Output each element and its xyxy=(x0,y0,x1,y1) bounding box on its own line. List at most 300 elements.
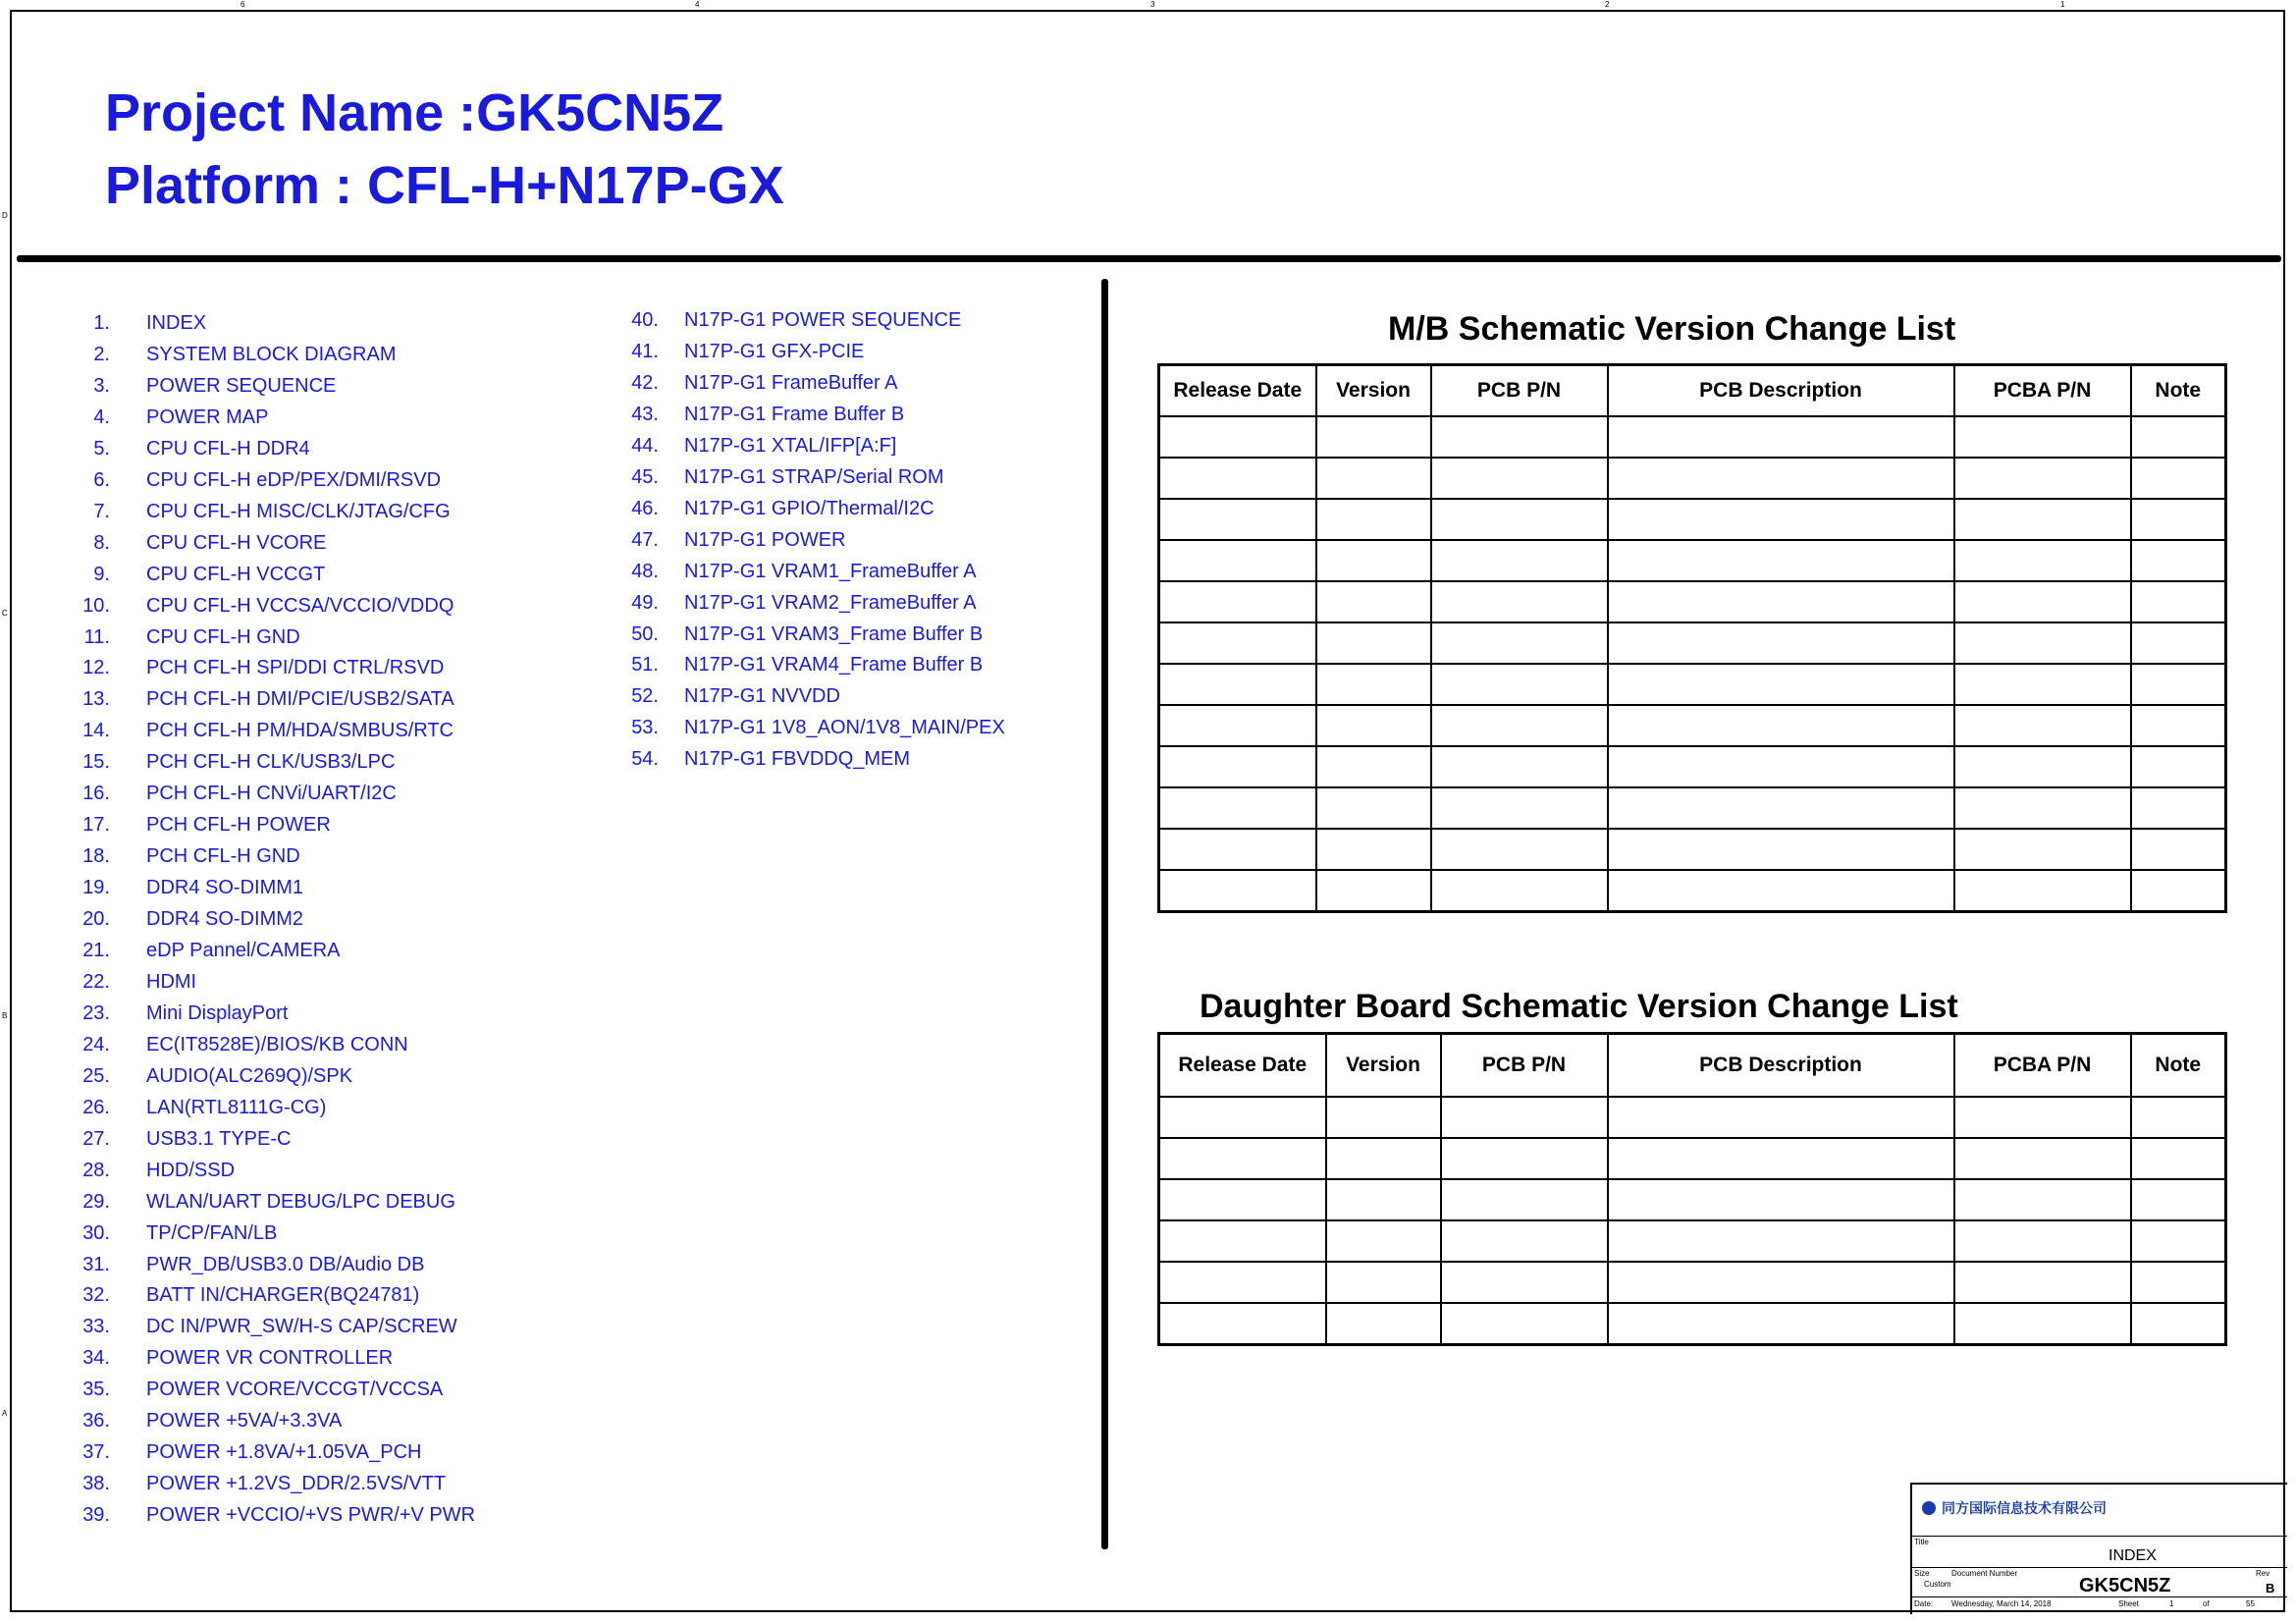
company-logo xyxy=(1922,1498,2107,1518)
index-entry-label: N17P-G1 FBVDDQ_MEM xyxy=(684,748,911,771)
index-entry-number: 24. xyxy=(82,1033,110,1055)
index-entry xyxy=(0,430,897,461)
table-cell xyxy=(1608,787,1954,829)
table-row xyxy=(1159,664,2226,705)
table-cell xyxy=(1431,540,1608,581)
size-value: Custom xyxy=(1924,1580,1951,1589)
table-cell xyxy=(1954,581,2131,622)
index-entry-number: 33. xyxy=(82,1316,110,1338)
table-cell xyxy=(2131,829,2226,870)
index-entry xyxy=(0,1060,687,1092)
index-entry xyxy=(0,778,687,809)
index-entry xyxy=(0,1499,687,1531)
index-entry-label: CPU CFL-H GND xyxy=(146,625,300,648)
table-cell xyxy=(1954,499,2131,540)
index-entry-number: 13. xyxy=(82,688,110,711)
table-cell xyxy=(1316,870,1431,912)
index-entry-number: 1. xyxy=(93,312,110,334)
index-entry-label: POWER VCORE/VCCGT/VCCSA xyxy=(146,1379,444,1401)
date-row xyxy=(1912,1596,2287,1597)
index-entry-number: 48. xyxy=(631,560,659,582)
table-cell xyxy=(1431,787,1608,829)
table-row xyxy=(1159,622,2226,664)
rev-value: B xyxy=(2266,1581,2275,1596)
table-cell xyxy=(1608,1303,1954,1345)
table-cell xyxy=(2131,787,2226,829)
table-cell xyxy=(1316,829,1431,870)
index-entry-number: 43. xyxy=(631,403,659,425)
table-cell xyxy=(1954,746,2131,787)
index-entry-label: N17P-G1 NVVDD xyxy=(684,685,840,708)
table-cell xyxy=(1954,705,2131,746)
table-cell xyxy=(2131,1179,2226,1220)
index-entry xyxy=(0,304,962,336)
table-cell xyxy=(1159,746,1316,787)
index-entry-label: N17P-G1 VRAM4_Frame Buffer B xyxy=(684,654,984,676)
mb-table-title: M/B Schematic Version Change List xyxy=(1388,310,1956,348)
index-entry-label: HDMI xyxy=(146,970,197,993)
title-row xyxy=(1912,1536,2287,1537)
index-entry-number: 44. xyxy=(631,434,659,457)
index-entry-number: 52. xyxy=(631,685,659,708)
table-cell xyxy=(1159,705,1316,746)
table-header-row xyxy=(1159,1034,2226,1098)
index-entry-label: PCH CFL-H GND xyxy=(146,845,300,868)
table-row xyxy=(1159,746,2226,787)
index-entry-label: PCH CFL-H CLK/USB3/LPC xyxy=(146,751,396,774)
index-entry-number: 3. xyxy=(93,374,110,397)
index-entry-number: 49. xyxy=(631,591,659,614)
table-cell xyxy=(1608,499,1954,540)
index-entry-label: CPU CFL-H VCORE xyxy=(146,531,327,554)
border-zone-label: B xyxy=(2,1011,8,1020)
table-cell xyxy=(1316,458,1431,499)
index-entry-label: SYSTEM BLOCK DIAGRAM xyxy=(146,343,397,365)
table-row xyxy=(1159,1262,2226,1303)
header-divider xyxy=(17,255,2281,262)
column-header: Version xyxy=(1316,365,1431,417)
index-entry-label: PCH CFL-H PM/HDA/SMBUS/RTC xyxy=(146,720,454,742)
index-entry-label: BATT IN/CHARGER(BQ24781) xyxy=(146,1284,420,1307)
index-entry-number: 51. xyxy=(631,654,659,676)
table-cell xyxy=(1316,581,1431,622)
table-cell xyxy=(1608,1220,1954,1262)
border-zone-label: D xyxy=(2,211,8,220)
index-entry xyxy=(0,556,977,587)
index-entry xyxy=(0,524,846,556)
column-header: PCBA P/N xyxy=(1954,1034,2131,1098)
table-cell xyxy=(1608,705,1954,746)
title-label: Title xyxy=(1914,1538,1929,1546)
index-entry-label: INDEX xyxy=(146,312,207,334)
index-entry xyxy=(0,809,687,840)
table-cell xyxy=(2131,1303,2226,1345)
mb-version-table xyxy=(1157,363,2227,913)
table-cell xyxy=(1954,1097,2131,1138)
index-entry-label: CPU CFL-H DDR4 xyxy=(146,437,310,460)
index-entry-label: PCH CFL-H DMI/PCIE/USB2/SATA xyxy=(146,688,454,711)
docnum-label: Document Number xyxy=(1951,1569,2018,1578)
index-entry-number: 25. xyxy=(82,1064,110,1087)
border-zone-label: 6 xyxy=(240,0,245,9)
table-row xyxy=(1159,458,2226,499)
table-cell xyxy=(1159,1262,1326,1303)
table-cell xyxy=(1954,870,2131,912)
index-entry-number: 53. xyxy=(631,717,659,739)
index-entry-label: DC IN/PWR_SW/H-S CAP/SCREW xyxy=(146,1316,457,1338)
column-header: PCB Description xyxy=(1608,365,1954,417)
column-header: Version xyxy=(1326,1034,1441,1098)
index-entry-number: 9. xyxy=(93,563,110,585)
table-cell xyxy=(1326,1097,1441,1138)
index-entry-number: 42. xyxy=(631,371,659,394)
index-entry xyxy=(0,743,911,775)
border-zone-label: 2 xyxy=(1605,0,1610,9)
border-zone-label: C xyxy=(2,609,8,618)
border-zone-label: 4 xyxy=(695,0,700,9)
index-entry-number: 36. xyxy=(82,1410,110,1433)
table-cell xyxy=(1441,1303,1608,1345)
db-table-title: Daughter Board Schematic Version Change List xyxy=(1200,988,1958,1025)
index-entry-number: 10. xyxy=(82,594,110,617)
index-entry xyxy=(0,840,687,872)
index-entry xyxy=(0,935,687,966)
index-entry-label: POWER +VCCIO/+VS PWR/+V PWR xyxy=(146,1504,476,1527)
index-entry xyxy=(0,649,984,680)
index-entry xyxy=(0,1436,687,1468)
table-cell xyxy=(1441,1097,1608,1138)
index-entry-label: N17P-G1 FrameBuffer A xyxy=(684,371,898,394)
column-header: Note xyxy=(2131,365,2226,417)
sheet-value: 1 xyxy=(2169,1599,2174,1608)
table-cell xyxy=(1954,622,2131,664)
index-entry-number: 19. xyxy=(82,877,110,899)
index-entry xyxy=(0,493,934,524)
table-cell xyxy=(1326,1262,1441,1303)
index-entry xyxy=(0,1092,687,1123)
column-header: Release Date xyxy=(1159,365,1316,417)
index-entry-label: CPU CFL-H VCCSA/VCCIO/VDDQ xyxy=(146,594,454,617)
table-cell xyxy=(2131,870,2226,912)
docnum-row xyxy=(1912,1567,2287,1568)
table-cell xyxy=(1608,416,1954,458)
table-cell xyxy=(1316,746,1431,787)
table-row xyxy=(1159,1303,2226,1345)
table-cell xyxy=(1159,1138,1326,1179)
table-row xyxy=(1159,705,2226,746)
table-cell xyxy=(1608,1262,1954,1303)
index-entry xyxy=(0,461,944,493)
index-entry xyxy=(0,1374,687,1405)
index-entry-label: AUDIO(ALC269Q)/SPK xyxy=(146,1064,353,1087)
index-entry-number: 38. xyxy=(82,1473,110,1495)
table-cell xyxy=(1608,1097,1954,1138)
table-row xyxy=(1159,1220,2226,1262)
table-cell xyxy=(2131,746,2226,787)
index-entry-label: CPU CFL-H VCCGT xyxy=(146,563,326,585)
index-entry-number: 16. xyxy=(82,783,110,805)
index-entry xyxy=(0,1249,687,1280)
column-header: PCB P/N xyxy=(1431,365,1608,417)
table-cell xyxy=(1954,787,2131,829)
index-entry-label: CPU CFL-H MISC/CLK/JTAG/CFG xyxy=(146,500,451,522)
document-number: GK5CN5Z xyxy=(2079,1575,2171,1596)
index-entry-number: 26. xyxy=(82,1096,110,1118)
table-row xyxy=(1159,787,2226,829)
table-cell xyxy=(1431,499,1608,540)
table-row xyxy=(1159,1179,2226,1220)
index-entry xyxy=(0,903,687,935)
table-row xyxy=(1159,829,2226,870)
index-entry-number: 18. xyxy=(82,845,110,868)
index-entry-label: DDR4 SO-DIMM2 xyxy=(146,908,304,931)
table-cell xyxy=(1441,1138,1608,1179)
index-entry-number: 8. xyxy=(93,531,110,554)
index-entry xyxy=(0,712,1005,743)
index-entry xyxy=(0,367,898,399)
index-entry-label: N17P-G1 POWER xyxy=(684,528,846,551)
index-entry-label: POWER +1.2VS_DDR/2.5VS/VTT xyxy=(146,1473,447,1495)
index-entry xyxy=(0,1468,687,1499)
sheet-label: Sheet xyxy=(2118,1599,2139,1608)
table-cell xyxy=(2131,416,2226,458)
table-cell xyxy=(1954,1262,2131,1303)
title-block xyxy=(1910,1483,2287,1614)
border-zone-label: A xyxy=(2,1409,8,1418)
index-entry-number: 2. xyxy=(93,343,110,365)
index-entry-label: EC(IT8528E)/BIOS/KB CONN xyxy=(146,1033,408,1055)
index-entry-label: PCH CFL-H CNVi/UART/I2C xyxy=(146,783,397,805)
of-value: 55 xyxy=(2246,1599,2255,1608)
index-entry-number: 40. xyxy=(631,309,659,331)
index-entry-label: PCH CFL-H POWER xyxy=(146,814,331,837)
table-cell xyxy=(1954,1220,2131,1262)
of-label: of xyxy=(2203,1599,2210,1608)
table-cell xyxy=(1326,1303,1441,1345)
index-entry xyxy=(0,1155,687,1186)
index-entry xyxy=(0,680,840,712)
index-entry-label: POWER VR CONTROLLER xyxy=(146,1347,394,1370)
index-entry xyxy=(0,1186,687,1217)
size-label: Size xyxy=(1914,1569,1930,1578)
table-cell xyxy=(1159,581,1316,622)
table-cell xyxy=(1159,499,1316,540)
index-entry xyxy=(0,336,865,367)
index-entry-label: N17P-G1 VRAM3_Frame Buffer B xyxy=(684,622,984,645)
table-cell xyxy=(1608,458,1954,499)
column-header: Note xyxy=(2131,1034,2226,1098)
table-row xyxy=(1159,540,2226,581)
company-name: 同方国际信息技术有限公司 xyxy=(1942,1500,2107,1516)
table-cell xyxy=(1159,1220,1326,1262)
index-entry-number: 45. xyxy=(631,465,659,488)
table-cell xyxy=(1159,1179,1326,1220)
table-row xyxy=(1159,870,2226,912)
column-header: Release Date xyxy=(1159,1034,1326,1098)
table-cell xyxy=(1431,622,1608,664)
column-divider xyxy=(1101,279,1108,1549)
table-cell xyxy=(1954,416,2131,458)
table-cell xyxy=(2131,705,2226,746)
index-entry-label: PCH CFL-H SPI/DDI CTRL/RSVD xyxy=(146,657,445,679)
index-entry-label: N17P-G1 POWER SEQUENCE xyxy=(684,309,962,331)
table-cell xyxy=(1954,1138,2131,1179)
index-entry-number: 17. xyxy=(82,814,110,837)
table-cell xyxy=(1954,1179,2131,1220)
index-entry-label: N17P-G1 XTAL/IFP[A:F] xyxy=(684,434,897,457)
table-cell xyxy=(1608,581,1954,622)
table-cell xyxy=(2131,1138,2226,1179)
project-name-title: Project Name :GK5CN5Z xyxy=(105,83,724,142)
index-entry-number: 21. xyxy=(82,940,110,961)
table-cell xyxy=(1316,540,1431,581)
index-entry xyxy=(0,1279,687,1311)
index-entry xyxy=(0,399,905,430)
index-entry-label: eDP Pannel/CAMERA xyxy=(146,940,341,961)
table-cell xyxy=(2131,581,2226,622)
table-cell xyxy=(2131,1097,2226,1138)
index-entry-label: TP/CP/FAN/LB xyxy=(146,1221,278,1244)
rev-label: Rev xyxy=(2256,1569,2270,1578)
table-cell xyxy=(1316,664,1431,705)
table-cell xyxy=(2131,1220,2226,1262)
index-entry-number: 47. xyxy=(631,528,659,551)
index-entry xyxy=(0,1029,687,1060)
index-entry xyxy=(0,1311,687,1342)
index-entry-number: 41. xyxy=(631,340,659,362)
table-cell xyxy=(1431,746,1608,787)
index-entry xyxy=(0,619,984,650)
table-cell xyxy=(1441,1220,1608,1262)
index-entry-label: N17P-G1 VRAM2_FrameBuffer A xyxy=(684,591,977,614)
table-cell xyxy=(2131,622,2226,664)
index-entry-number: 34. xyxy=(82,1347,110,1370)
table-cell xyxy=(1608,540,1954,581)
index-entry xyxy=(0,966,687,998)
table-cell xyxy=(1954,664,2131,705)
index-entry-number: 14. xyxy=(82,720,110,742)
index-entry-number: 15. xyxy=(82,751,110,774)
index-entry-number: 6. xyxy=(93,468,110,491)
table-cell xyxy=(1431,829,1608,870)
table-cell xyxy=(1159,1097,1326,1138)
table-cell xyxy=(1316,622,1431,664)
index-entry-label: POWER +1.8VA/+1.05VA_PCH xyxy=(146,1441,422,1464)
index-entry xyxy=(0,1123,687,1155)
index-entry xyxy=(0,998,687,1029)
index-entry-number: 22. xyxy=(82,970,110,993)
table-cell xyxy=(1954,829,2131,870)
table-cell xyxy=(2131,499,2226,540)
index-entry-label: N17P-G1 STRAP/Serial ROM xyxy=(684,465,944,488)
index-entry-label: N17P-G1 Frame Buffer B xyxy=(684,403,905,425)
index-entry-label: Mini DisplayPort xyxy=(146,1001,289,1024)
table-cell xyxy=(1159,540,1316,581)
table-cell xyxy=(1159,787,1316,829)
index-entry-number: 7. xyxy=(93,500,110,522)
table-cell xyxy=(1316,416,1431,458)
index-entry xyxy=(0,1405,687,1436)
table-cell xyxy=(2131,664,2226,705)
table-row xyxy=(1159,581,2226,622)
table-cell xyxy=(1608,746,1954,787)
table-cell xyxy=(1608,829,1954,870)
table-cell xyxy=(1159,664,1316,705)
table-cell xyxy=(1326,1220,1441,1262)
index-entry-number: 23. xyxy=(82,1001,110,1024)
index-entry-label: DDR4 SO-DIMM1 xyxy=(146,877,304,899)
table-cell xyxy=(1159,1303,1326,1345)
index-entry-number: 46. xyxy=(631,497,659,519)
border-zone-label: 3 xyxy=(1150,0,1155,9)
index-entry-label: N17P-G1 GFX-PCIE xyxy=(684,340,865,362)
table-cell xyxy=(1608,1138,1954,1179)
company-logo-icon xyxy=(1922,1501,1936,1515)
column-header: PCB P/N xyxy=(1441,1034,1608,1098)
index-entry-label: HDD/SSD xyxy=(146,1159,236,1181)
index-entry-number: 29. xyxy=(82,1190,110,1213)
index-entry-number: 37. xyxy=(82,1441,110,1464)
index-entry-number: 11. xyxy=(83,625,110,648)
table-cell xyxy=(1431,416,1608,458)
table-cell xyxy=(1608,870,1954,912)
date-label: Date: xyxy=(1914,1599,1934,1608)
table-cell xyxy=(2131,540,2226,581)
table-cell xyxy=(1431,458,1608,499)
index-entry-number: 31. xyxy=(82,1253,110,1275)
column-header: PCB Description xyxy=(1608,1034,1954,1098)
index-entry-number: 4. xyxy=(93,406,110,428)
table-cell xyxy=(1431,705,1608,746)
index-entry-label: USB3.1 TYPE-C xyxy=(146,1127,292,1150)
table-row xyxy=(1159,1097,2226,1138)
index-entry-label: N17P-G1 1V8_AON/1V8_MAIN/PEX xyxy=(684,717,1005,739)
platform-title: Platform : CFL-H+N17P-GX xyxy=(105,156,784,215)
table-cell xyxy=(2131,458,2226,499)
index-entry xyxy=(0,1342,687,1374)
index-entry-label: POWER +5VA/+3.3VA xyxy=(146,1410,343,1433)
index-entry-label: CPU CFL-H eDP/PEX/DMI/RSVD xyxy=(146,468,442,491)
date-value: Wednesday, March 14, 2018 xyxy=(1951,1599,2052,1608)
index-entry-number: 30. xyxy=(82,1221,110,1244)
index-entry-number: 5. xyxy=(93,437,110,460)
table-row xyxy=(1159,499,2226,540)
table-cell xyxy=(1316,499,1431,540)
index-entry-label: WLAN/UART DEBUG/LPC DEBUG xyxy=(146,1190,455,1213)
table-cell xyxy=(1159,829,1316,870)
table-cell xyxy=(1431,664,1608,705)
index-entry xyxy=(0,1217,687,1249)
index-entry-label: PWR_DB/USB3.0 DB/Audio DB xyxy=(146,1253,425,1275)
table-cell xyxy=(1159,622,1316,664)
index-entry-number: 39. xyxy=(82,1504,110,1527)
border-zone-label: 1 xyxy=(2060,0,2065,9)
table-cell xyxy=(2131,1262,2226,1303)
index-entry-number: 54. xyxy=(631,748,659,771)
index-entry xyxy=(0,872,687,903)
table-cell xyxy=(1316,787,1431,829)
table-row xyxy=(1159,416,2226,458)
index-entry-number: 12. xyxy=(82,657,110,679)
table-header-row xyxy=(1159,365,2226,417)
index-entry-label: POWER MAP xyxy=(146,406,269,428)
index-entry-label: POWER SEQUENCE xyxy=(146,374,337,397)
table-cell xyxy=(1608,1179,1954,1220)
index-entry-label: N17P-G1 GPIO/Thermal/I2C xyxy=(684,497,934,519)
index-entry-number: 20. xyxy=(82,908,110,931)
table-cell xyxy=(1159,870,1316,912)
index-entry-number: 50. xyxy=(631,622,659,645)
